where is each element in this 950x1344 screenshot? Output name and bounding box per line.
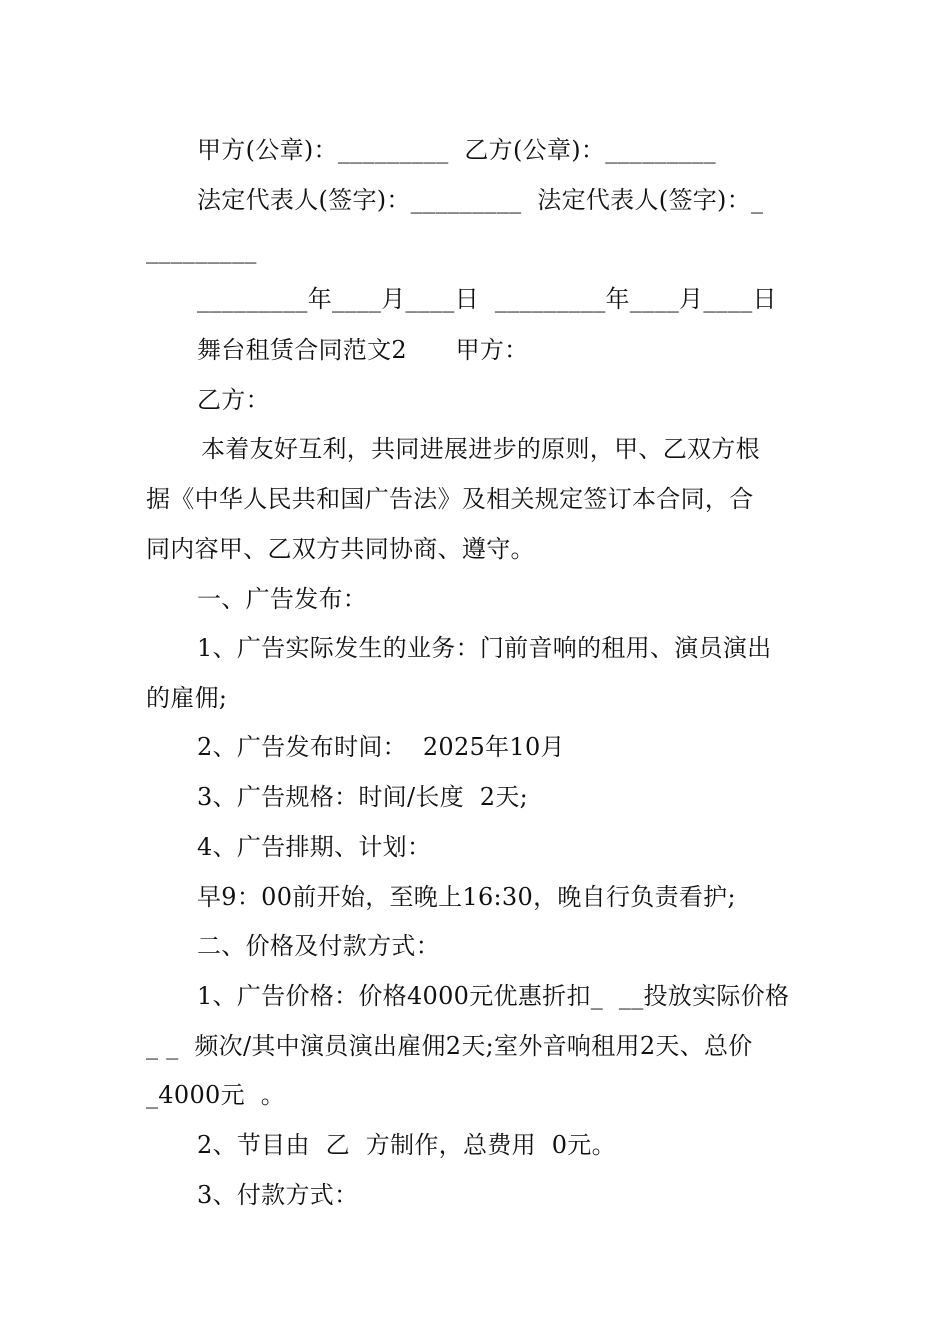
preamble-line-2: 据《中华人民共和国广告法》及相关规定签订本合同，合: [146, 485, 754, 513]
clause-2-2: 2、节目由 乙 方制作，总费用 0元。: [197, 1131, 616, 1159]
section-2-heading: 二、价格及付款方式：: [197, 932, 440, 960]
clause-2-3: 3、付款方式：: [197, 1181, 359, 1209]
legal-rep-line: 法定代表人(签字)：_________ 法定代表人(签字)：_: [197, 186, 764, 214]
clause-2-1-line-1: 1、广告价格：价格4000元优惠折扣_ __投放实际价格: [197, 982, 790, 1010]
contract-title-line: 舞台租赁合同范文2 甲方：: [197, 336, 529, 364]
clause-1-2: 2、广告发布时间： 2025年10月: [197, 733, 565, 761]
party-seal-line: 甲方(公章)：_________ 乙方(公章)：_________: [197, 136, 716, 164]
clause-2-1-line-3: _4000元 。: [146, 1081, 286, 1109]
legal-rep-line-cont: _________: [146, 236, 257, 264]
preamble-line-1: 本着友好互利，共同进展进步的原则，甲、乙双方根: [201, 435, 760, 463]
clause-1-1-line-2: 的雇佣;: [146, 684, 228, 712]
clause-1-3: 3、广告规格：时间/长度 2天;: [197, 783, 529, 811]
section-1-heading: 一、广告发布：: [197, 585, 368, 613]
clause-2-1-line-2: _ _ 频次/其中演员演出雇佣2天;室外音响租用2天、总价: [146, 1032, 753, 1060]
party-b-line: 乙方：: [197, 386, 270, 414]
schedule-line: 早9：00前开始，至晚上16:30，晚自行负责看护;: [197, 883, 736, 911]
date-line: _________年____月____日 _________年____月____日: [197, 285, 777, 313]
preamble-line-3: 同内容甲、乙双方共同协商、遵守。: [146, 535, 535, 563]
clause-1-1-line-1: 1、广告实际发生的业务：门前音响的租用、演员演出: [197, 634, 772, 662]
clause-1-4: 4、广告排期、计划：: [197, 833, 432, 861]
